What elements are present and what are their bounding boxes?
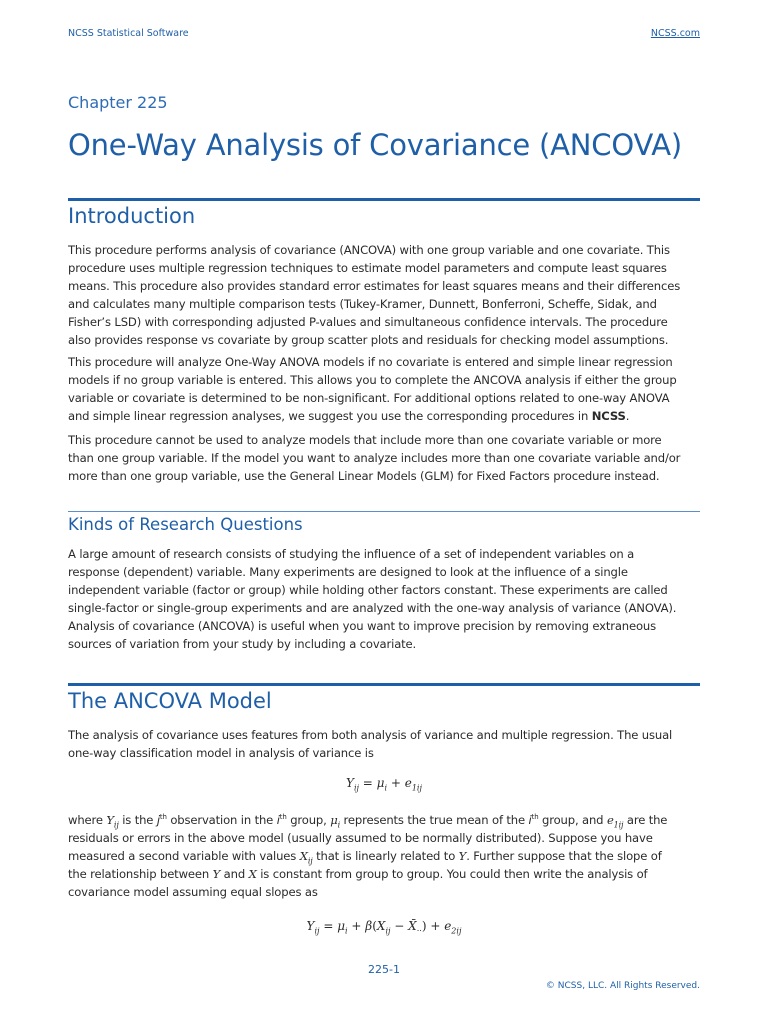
page-title: One-Way Analysis of Covariance (ANCOVA) [68,128,682,162]
model-paragraph-1: The analysis of covariance uses features from both analysis of variance and multiple regression. The usual one-way classification model in analysis of variance is [68,728,673,760]
heading-ancova-model: The ANCOVA Model [68,689,272,713]
copyright-notice: © NCSS, LLC. All Rights Reserved. [545,981,700,991]
page-header [68,28,700,42]
heading-research-questions: Kinds of Research Questions [68,515,303,534]
intro-paragraph-2: This procedure will analyze One-Way ANOVA models if no covariate is entered and simple linear regression models if no group variable is entered. This allows you to complete the ANCOVA analysis if either the group variable or covariate is determined to be non-significant. For additional options related to one-way ANOVA and simple linear regression analyses, we suggest you use the corresponding procedures in NCSS. [68,355,677,423]
document-page [68,0,700,1024]
header-website-link[interactable]: NCSS.com [650,28,700,39]
chapter-number: Chapter 225 [68,93,168,112]
subsection-divider [68,511,700,512]
header-software-name: NCSS Statistical Software [68,28,189,39]
section-divider [68,198,700,201]
equation-anova-model: $Y_{ij} = \mu_i + e_{1ij}$ [346,776,422,793]
intro-paragraph-1: This procedure performs analysis of covariance (ANCOVA) with one group variable and one covariate. This procedure uses multiple regression techniques to estimate model parameters and compute least squares means. This procedure also provides standard error estimates for least squares means and their differences and calculates many multiple comparison tests (Tukey-Kramer, Dunnett, Bonferroni, Scheffe, Sidak, and Fisher’s LSD) with corresponding adjusted P-values and simultaneous confidence intervals. The procedure also provides response vs covariate by group scatter plots and residuals for checking model assumptions. [68,243,681,347]
equation-ancova-model: $Y_{ij} = \mu_i + \beta(X_{ij}$ − $X̄_{\cdot\cdot}) + e_{2ij}$ [306,919,462,936]
research-paragraph: A large amount of research consists of studying the influence of a set of independent variables on a response (dependent) variable. Many experiments are designed to look at the influence of a single independent variable (factor or group) while holding other factors constant. These experiments are called single-factor or single-group experiments and are analyzed with the one-way analysis of variance (ANOVA). Analysis of covariance (ANCOVA) is useful when you want to improve precision by removing extraneous sources of variation from your study by including a covariate. [68,547,677,651]
intro-paragraph-3: This procedure cannot be used to analyze models that include more than one covariate variable or more than one group variable. If the model you want to analyze includes more than one covariate variable and/or more than one group variable, use the General Linear Models (GLM) for Fixed Factors procedure instead. [68,433,681,483]
model-paragraph-2: where $Y_{ij}$ is the $j^{th}$ observation in the $i^{th}$ group, $\mu_i$ represents the true mean of the $i^{th}$ group, and $e_{1ij}$ are the residuals or errors in the above model (usually assumed to be normally distributed). Suppose you have measured a second variable with values $X_{ij}$ that is linearly related to Y. Further suppose that the slope of the relationship between Y and X is constant from group to group. You could then write the analysis of covariance model assuming equal slopes as [68,813,668,899]
section-divider [68,683,700,686]
page-number: 225-1 [368,963,400,976]
ncss-bold: NCSS [591,409,626,423]
heading-introduction: Introduction [68,204,196,228]
